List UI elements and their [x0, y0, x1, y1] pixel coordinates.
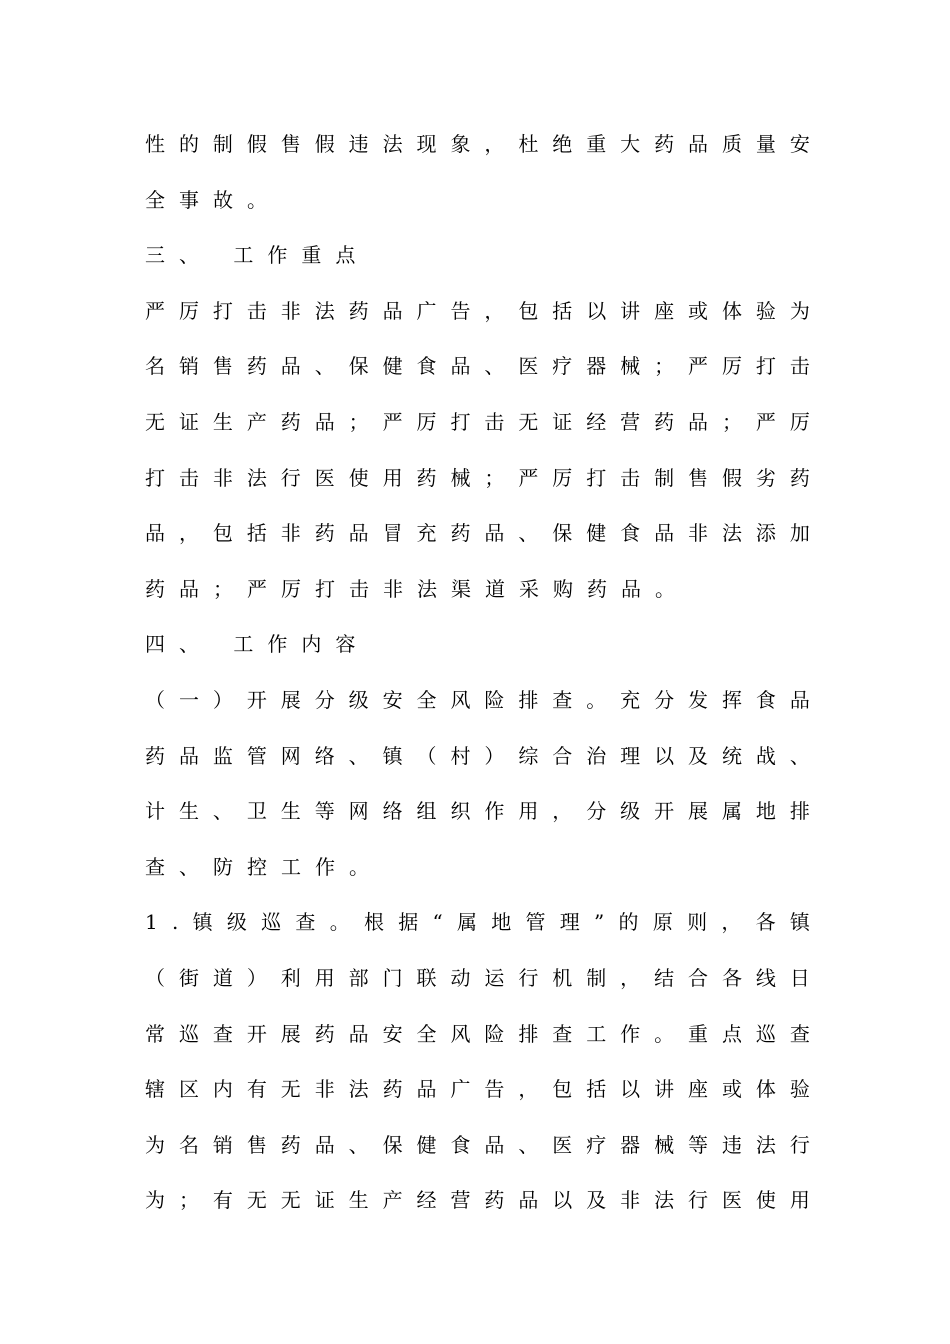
text-line-15: 1 . 镇 级 巡 查 。 根 据 “ 属 地 管 理 ” 的 原 则 ， 各 镇 — [145, 910, 810, 935]
section-heading-4: 四、 工作内容 — [145, 632, 370, 657]
text-line-12: 药 品 监 管 网 络 、 镇 （ 村 ） 综 合 治 理 以 及 统 战 、 — [145, 743, 810, 768]
text-line-8: 品 ， 包 括 非 药 品 冒 充 药 品 、 保 健 食 品 非 法 添 加 — [145, 521, 810, 546]
text-line-5: 名 销 售 药 品 、 保 健 食 品 、 医 疗 器 械 ； 严 厉 打 击 — [145, 354, 810, 379]
document-body — [145, 117, 810, 1229]
text-line-7: 打 击 非 法 行 医 使 用 药 械 ； 严 厉 打 击 制 售 假 劣 药 — [145, 465, 810, 490]
text-line-13: 计 生 、 卫 生 等 网 络 组 织 作 用 ， 分 级 开 展 属 地 排 — [145, 799, 810, 824]
text-line-1: 性 的 制 假 售 假 违 法 现 象 ， 杜 绝 重 大 药 品 质 量 安 — [145, 132, 810, 156]
text-line-18: 辖 区 内 有 无 非 法 药 品 广 告 ， 包 括 以 讲 座 或 体 验 — [145, 1077, 810, 1102]
text-line-11: （ 一 ） 开 展 分 级 安 全 风 险 排 查 。 充 分 发 挥 食 品 — [145, 687, 810, 712]
text-line-17: 常 巡 查 开 展 药 品 安 全 风 险 排 查 工 作 。 重 点 巡 查 — [145, 1021, 810, 1046]
text-line-14: 查、防控工作。 — [145, 854, 383, 879]
text-line-2: 全事故。 — [145, 187, 281, 212]
text-line-6: 无 证 生 产 药 品 ； 严 厉 打 击 无 证 经 营 药 品 ； 严 厉 — [145, 409, 810, 434]
text-line-16: （ 街 道 ） 利 用 部 门 联 动 运 行 机 制 ， 结 合 各 线 日 — [145, 965, 810, 990]
text-line-4: 严 厉 打 击 非 法 药 品 广 告 ， 包 括 以 讲 座 或 体 验 为 — [145, 298, 810, 323]
text-line-9: 药品；严厉打击非法渠道采购药品。 — [145, 576, 689, 601]
text-line-20: 为 ； 有 无 无 证 生 产 经 营 药 品 以 及 非 法 行 医 使 用 — [145, 1188, 810, 1213]
section-heading-3: 三、 工作重点 — [145, 243, 370, 268]
text-line-19: 为 名 销 售 药 品 、 保 健 食 品 、 医 疗 器 械 等 违 法 行 — [145, 1132, 810, 1157]
